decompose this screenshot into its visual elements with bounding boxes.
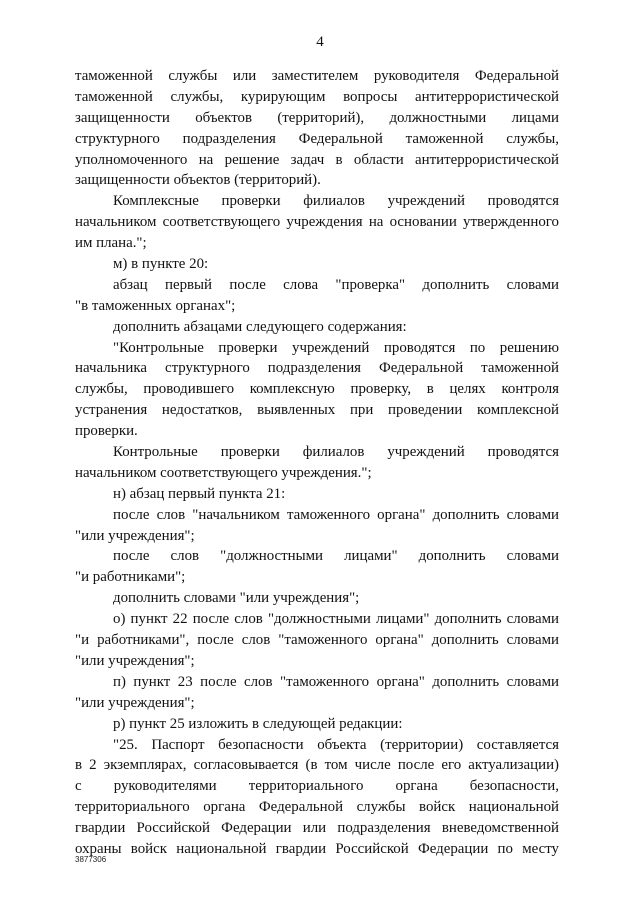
text-line: в 2 экземплярах, согласовывается (в том числе после его актуализации) (75, 757, 559, 774)
text-line: Комплексные проверки филиалов учреждений проводятся (113, 193, 559, 210)
text-line: охраны войск национальной гвардии Российской Федерации по месту (75, 840, 559, 857)
text-line: м) в пункте 20: (113, 256, 209, 273)
text-line: гвардии Российской Федерации или подразделения вневедомственной (75, 820, 559, 837)
text-line: проверки. (75, 423, 138, 440)
text-line: территориального органа Федеральной службы войск национальной (75, 799, 559, 816)
document-code: 3877306 (75, 855, 107, 864)
text-line: службы, проводившего комплексную проверку, в целях контроля (75, 381, 559, 398)
text-line: уполномоченного на решение задач в области антитеррористической (75, 151, 559, 168)
text-line: им плана."; (75, 235, 147, 252)
text-line: устранения недостатков, выявленных при проведении комплексной (75, 402, 559, 419)
text-line: "или учреждения"; (75, 527, 195, 544)
text-line: с руководителями территориального органа безопасности, (75, 778, 559, 795)
text-line: "или учреждения"; (75, 652, 195, 669)
text-line: о) пункт 22 после слов "должностными лицами" дополнить словами (113, 611, 559, 628)
text-line: начальником соответствующего учреждения на основании утвержденного (75, 214, 559, 231)
text-line: абзац первый после слова "проверка" дополнить словами (113, 276, 559, 293)
text-line: структурного подразделения Федеральной таможенной службы, (75, 130, 559, 147)
text-line: "и работниками", после слов "таможенного органа" дополнить словами (75, 632, 559, 649)
text-line: начальником соответствующего учреждения."; (75, 464, 372, 481)
text-line: дополнить абзацами следующего содержания: (113, 318, 407, 335)
document-body (75, 66, 559, 860)
text-line: защищенности объектов (территорий), должностными лицами (75, 109, 559, 126)
text-line: р) пункт 25 изложить в следующей редакции: (113, 715, 403, 732)
text-line: п) пункт 23 после слов "таможенного органа" дополнить словами (113, 673, 559, 690)
text-line: "Контрольные проверки учреждений проводятся по решению (113, 339, 559, 356)
text-line: "в таможенных органах"; (75, 297, 236, 314)
text-line: таможенной службы или заместителем руководителя Федеральной (75, 68, 559, 84)
text-line: н) абзац первый пункта 21: (113, 485, 286, 502)
text-line: начальника структурного подразделения Федеральной таможенной (75, 360, 559, 377)
text-line: Контрольные проверки филиалов учреждений проводятся (113, 444, 559, 461)
text-line: "25. Паспорт безопасности объекта (территории) составляется (113, 736, 559, 753)
text-line: защищенности объектов (территорий). (75, 172, 321, 189)
text-line: "или учреждения"; (75, 694, 195, 711)
page-number: 4 (316, 34, 324, 50)
text-line: после слов "должностными лицами" дополнить словами (113, 548, 559, 565)
text-line: "и работниками"; (75, 569, 186, 586)
text-line: таможенной службы, курирующим вопросы антитеррористической (75, 88, 559, 105)
text-line: после слов "начальником таможенного органа" дополнить словами (113, 506, 559, 523)
text-line: дополнить словами "или учреждения"; (113, 590, 360, 607)
